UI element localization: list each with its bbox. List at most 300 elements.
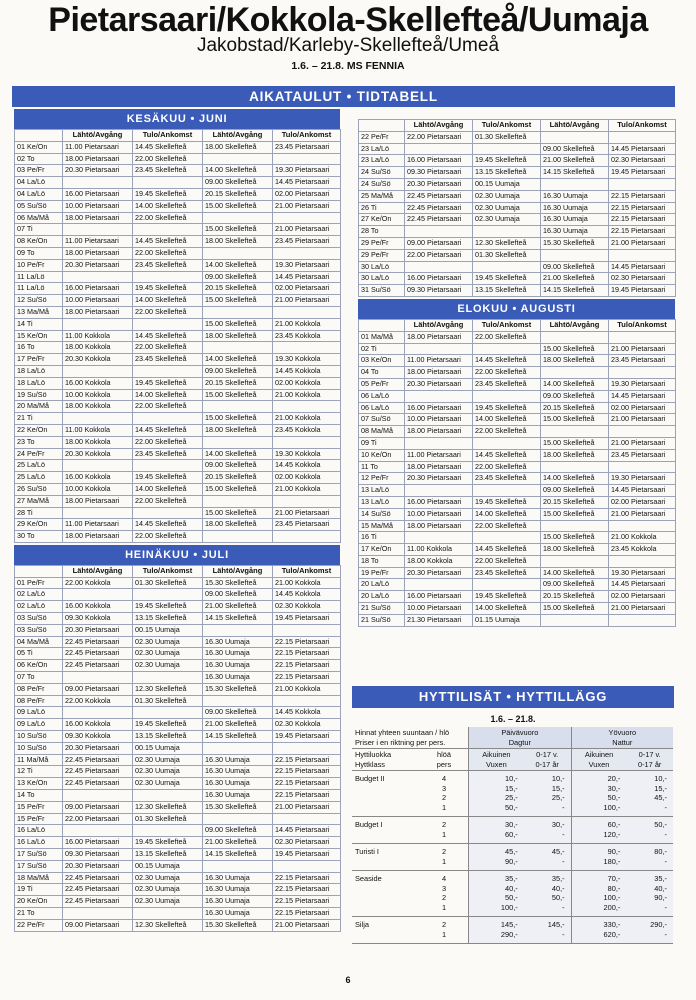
cabin-class: Budget I [355,820,383,829]
departure-1: 09.00 Pietarsaari [63,683,133,695]
departure-1: 09.00 Pietarsaari [405,237,473,249]
arrival-2: 22.15 Pietarsaari [273,636,341,648]
column-header: Tulo/Ankomst [609,120,676,132]
night-child-line2: 0-17 år [637,759,662,769]
departure-1: 22.45 Pietarsaari [63,872,133,884]
arrival-1 [473,437,541,449]
row-day: 10 Ke/On [359,449,405,461]
price-pers [420,844,469,871]
departure-2 [203,306,273,318]
departure-1: 22.00 Pietarsaari [405,131,473,143]
departure-2 [541,367,609,379]
june-table [14,129,341,543]
column-header: Lähtö/Avgång [203,130,273,142]
arrival-2: 22.15 Pietarsaari [273,884,341,896]
row-day: 18 La/Lö [15,377,63,389]
arrival-1: 14.45 Skellefteå [473,449,541,461]
row-day: 17 Su/Sö [15,860,63,872]
arrival-2: 21.00 Pietarsaari [273,801,341,813]
table-row [15,224,341,236]
departure-2: 14.15 Skellefteå [203,849,273,861]
departure-2: 09.00 Skellefteå [203,177,273,189]
arrival-1: 19.45 Skellefteå [133,601,203,613]
arrival-2: 19.30 Kokkola [273,448,341,460]
departure-2 [541,331,609,343]
column-header: Tulo/Ankomst [473,319,541,331]
arrival-1: 22.00 Skellefteå [133,342,203,354]
table-row [15,825,341,837]
departure-1: 18.00 Pietarsaari [405,426,473,438]
route-subtitle: Jakobstad/Karleby-Skellefteå/Umeå [196,35,500,56]
column-header: Lähtö/Avgång [541,120,609,132]
table-row [15,330,341,342]
header-blank [15,130,63,142]
arrival-1 [473,226,541,238]
arrival-2 [273,860,341,872]
arrival-1: 23.45 Skellefteå [133,259,203,271]
day-child-header [524,749,571,771]
arrival-1: 00.15 Uumaja [133,742,203,754]
price-day-adult [469,844,524,871]
arrival-1: 01.30 Skellefteå [133,813,203,825]
table-row [15,695,341,707]
row-day: 11 La/Lö [15,271,63,283]
row-day: 30 La/Lö [359,261,405,273]
price-value: 120,- [603,829,621,839]
price-value: - [562,856,565,866]
arrival-1 [473,261,541,273]
route-period: 1.6. – 21.8. MS FENNIA [291,60,405,72]
price-value: 30,- [551,820,565,829]
price-value: 15,- [654,783,667,793]
departure-1 [405,532,473,544]
departure-1: 18.00 Pietarsaari [63,495,133,507]
row-day: 19 Pe/Fr [359,567,405,579]
price-value: 50,- [504,802,518,812]
departure-2: 16.30 Uumaja [541,190,609,202]
arrival-2: 14.45 Pietarsaari [609,579,676,591]
departure-2 [203,401,273,413]
price-value: 40,- [654,883,667,893]
price-value: - [664,902,667,912]
row-day: 05 Ti [15,648,63,660]
departure-1: 16.00 Pietarsaari [63,283,133,295]
row-day: 19 Ti [15,884,63,896]
table-row [15,188,341,200]
departure-2: 14.00 Skellefteå [203,165,273,177]
night-child-line1: 0-17 v. [638,750,661,759]
arrival-2: 23.45 Pietarsaari [609,449,676,461]
table-row [359,131,676,143]
arrival-1: 14.45 Skellefteå [473,544,541,556]
arrival-1 [473,390,541,402]
arrival-1: 14.45 Skellefteå [133,141,203,153]
table-row [359,473,676,485]
row-day: 01 Pe/Fr [15,577,63,589]
departure-1: 20.30 Pietarsaari [405,378,473,390]
departure-2 [203,495,273,507]
departure-1: 21.30 Pietarsaari [405,614,473,626]
departure-2 [541,461,609,473]
price-value: - [562,829,565,839]
arrival-1: 22.00 Skellefteå [473,331,541,343]
table-row [359,414,676,426]
departure-1: 10.00 Pietarsaari [405,414,473,426]
class-header [352,749,420,771]
arrival-1: 22.00 Skellefteå [133,247,203,259]
departure-1 [405,261,473,273]
column-header: Lähtö/Avgång [63,130,133,142]
arrival-1: 19.45 Skellefteå [473,591,541,603]
arrival-2: 22.15 Pietarsaari [609,214,676,226]
table-row [15,507,341,519]
table-row [15,648,341,660]
table-row [359,532,676,544]
arrival-2: 21.00 Pietarsaari [273,200,341,212]
june-title: KESÄKUU • JUNI [14,109,340,129]
price-value: 50,- [551,893,565,902]
price-value: 2 [441,893,447,902]
arrival-1: 19.45 Skellefteå [133,719,203,731]
table-row [359,285,676,297]
departure-2: 09.00 Skellefteå [203,707,273,719]
departure-1: 16.00 Kokkola [63,377,133,389]
arrival-2: 02.00 Pietarsaari [273,188,341,200]
price-group [352,917,673,944]
departure-1: 11.00 Kokkola [63,330,133,342]
row-day: 04 To [359,367,405,379]
table-row [359,214,676,226]
arrival-2: 19.45 Pietarsaari [273,731,341,743]
arrival-2: 02.30 Kokkola [273,719,341,731]
row-day: 08 Ma/Må [359,426,405,438]
departure-1: 22.45 Pietarsaari [405,202,473,214]
table-row [359,614,676,626]
arrival-2: 19.30 Pietarsaari [273,165,341,177]
row-day: 01 Ma/Må [359,331,405,343]
departure-1: 10.00 Pietarsaari [405,603,473,615]
table-row [15,212,341,224]
departure-1 [63,825,133,837]
departure-1: 11.00 Pietarsaari [405,355,473,367]
table-row [15,141,341,153]
arrival-1: 14.00 Skellefteå [473,508,541,520]
arrival-1: 01.30 Skellefteå [473,131,541,143]
price-value: 15,- [551,783,565,793]
arrival-2: 21.00 Kokkola [609,532,676,544]
row-day: 03 Su/Sö [15,624,63,636]
row-day: 29 Pe/Fr [359,249,405,261]
departure-2 [541,614,609,626]
row-day: 06 La/Lö [359,390,405,402]
departure-2 [541,249,609,261]
departure-2: 09.00 Skellefteå [203,365,273,377]
departure-1: 20.30 Pietarsaari [63,860,133,872]
departure-2: 15.00 Skellefteå [541,414,609,426]
row-day: 15 Pe/Fr [15,813,63,825]
departure-1: 20.30 Pietarsaari [405,567,473,579]
day-child-line2: 0-17 år [535,759,559,769]
departure-1 [63,318,133,330]
july-table-part1 [14,565,341,932]
price-value: - [664,856,667,866]
departure-1: 18.00 Pietarsaari [63,531,133,543]
arrival-2: 02.30 Kokkola [273,601,341,613]
price-group [352,844,673,871]
arrival-2: 02.00 Kokkola [273,377,341,389]
departure-1: 22.45 Pietarsaari [63,896,133,908]
price-value: 60,- [607,820,621,829]
right-column [358,119,675,627]
row-day: 18 Ma/Må [15,872,63,884]
price-value: - [664,929,667,939]
row-day: 20 La/Lö [359,579,405,591]
table-row [359,343,676,355]
departure-2: 14.15 Skellefteå [541,167,609,179]
price-value: 290,- [650,920,667,929]
arrival-1: 02.30 Uumaja [133,778,203,790]
table-row [359,485,676,497]
row-day: 05 Pe/Fr [359,378,405,390]
table-row [15,577,341,589]
arrival-1: 22.00 Skellefteå [473,461,541,473]
arrival-1: 14.00 Skellefteå [133,295,203,307]
arrival-2 [609,131,676,143]
departure-2: 21.00 Skellefteå [203,601,273,613]
arrival-1: 19.45 Skellefteå [133,837,203,849]
departure-1 [405,226,473,238]
arrival-2: 22.15 Pietarsaari [609,202,676,214]
departure-1 [63,672,133,684]
departure-1: 11.00 Pietarsaari [63,519,133,531]
row-day: 30 La/Lö [359,273,405,285]
price-pers [420,871,469,917]
arrival-1 [473,343,541,355]
price-value: 1 [441,802,447,812]
arrival-1: 12.30 Skellefteå [473,237,541,249]
arrival-2 [609,331,676,343]
price-night-child [626,817,673,844]
departure-2: 16.30 Uumaja [203,648,273,660]
table-row [15,908,341,920]
price-day-child [524,871,571,917]
departure-2: 09.00 Skellefteå [541,579,609,591]
departure-1: 11.00 Kokkola [405,544,473,556]
table-row [15,472,341,484]
header-blank [359,319,405,331]
row-day: 23 La/Lö [359,155,405,167]
price-value: 330,- [603,920,621,929]
arrival-1: 14.45 Skellefteå [133,330,203,342]
departure-2: 20.15 Skellefteå [203,188,273,200]
price-night-adult [571,917,626,944]
row-day: 03 Ke/On [359,355,405,367]
table-row [15,177,341,189]
row-day: 01 Ke/On [15,141,63,153]
pers-header [420,749,469,771]
row-day: 03 Pe/Fr [15,165,63,177]
departure-2: 15.00 Skellefteå [203,200,273,212]
departure-1 [405,485,473,497]
arrival-2: 19.45 Pietarsaari [609,285,676,297]
arrival-1 [133,365,203,377]
price-day-adult [469,771,524,817]
row-day: 05 Su/Sö [15,200,63,212]
row-day: 11 La/Lö [15,283,63,295]
pers-header-line2: pers [436,759,452,769]
arrival-1 [473,532,541,544]
price-group [352,771,673,817]
table-row [359,190,676,202]
arrival-1: 19.45 Skellefteå [473,273,541,285]
arrival-2: 19.30 Pietarsaari [273,259,341,271]
row-day: 17 Su/Sö [15,849,63,861]
table-row [15,731,341,743]
departure-1 [63,460,133,472]
page-header [10,0,686,74]
departure-1: 22.00 Pietarsaari [405,249,473,261]
row-day: 04 Ma/Må [15,636,63,648]
column-header: Tulo/Ankomst [273,130,341,142]
departure-2: 09.00 Skellefteå [203,460,273,472]
row-day: 29 Pe/Fr [359,237,405,249]
departure-1: 16.00 Pietarsaari [63,188,133,200]
departure-2: 18.00 Skellefteå [203,141,273,153]
price-night-adult [571,817,626,844]
arrival-1: 01.30 Skellefteå [133,577,203,589]
row-day: 14 To [15,790,63,802]
departure-1 [405,437,473,449]
table-row [359,402,676,414]
table-row [15,271,341,283]
cabin-class: Seaside [355,874,382,883]
departure-1: 09.30 Kokkola [63,613,133,625]
arrival-1 [473,485,541,497]
row-day: 22 Pe/Fr [359,131,405,143]
table-row [15,719,341,731]
departure-1: 16.00 Pietarsaari [63,837,133,849]
day-adult-header [469,749,524,771]
row-day: 23 To [15,436,63,448]
arrival-2: 14.45 Kokkola [273,707,341,719]
departure-2: 15.30 Skellefteå [203,801,273,813]
arrival-1: 22.00 Skellefteå [133,212,203,224]
departure-2 [203,247,273,259]
price-day-adult [469,871,524,917]
row-day: 26 Ti [359,202,405,214]
departure-1: 10.00 Pietarsaari [405,508,473,520]
arrival-2: 19.30 Pietarsaari [609,567,676,579]
departure-2 [203,436,273,448]
arrival-1: 19.45 Skellefteå [133,472,203,484]
arrival-2: 21.00 Kokkola [273,683,341,695]
departure-1 [63,790,133,802]
arrival-2 [273,401,341,413]
arrival-1 [133,707,203,719]
august-table [358,319,676,627]
arrival-2: 23.45 Pietarsaari [273,141,341,153]
departure-2: 14.00 Skellefteå [541,378,609,390]
departure-1: 09.30 Pietarsaari [405,285,473,297]
departure-2: 18.00 Skellefteå [541,449,609,461]
departure-2: 15.00 Skellefteå [203,318,273,330]
arrival-2: 21.00 Pietarsaari [273,919,341,931]
class-header-line1: Hyttiluokka [355,750,392,759]
table-row [359,461,676,473]
table-row [15,849,341,861]
table-row [15,283,341,295]
table-row [359,544,676,556]
column-header: Lähtö/Avgång [405,120,473,132]
table-row [15,601,341,613]
arrival-1: 14.45 Skellefteå [133,424,203,436]
price-night-child [626,844,673,871]
departure-2: 21.00 Skellefteå [541,273,609,285]
row-day: 02 To [15,153,63,165]
table-row [15,778,341,790]
arrival-1: 00.15 Uumaja [133,624,203,636]
departure-1: 18.00 Pietarsaari [405,461,473,473]
arrival-1 [133,589,203,601]
departure-2: 15.00 Skellefteå [203,413,273,425]
departure-2: 18.00 Skellefteå [541,355,609,367]
price-value: 90,- [504,856,518,866]
arrival-1 [133,507,203,519]
departure-1: 22.45 Pietarsaari [405,214,473,226]
column-header: Lähtö/Avgång [203,565,273,577]
column-header: Tulo/Ankomst [473,120,541,132]
row-day: 12 Pe/Fr [359,473,405,485]
arrival-1: 12.30 Skellefteå [133,683,203,695]
arrival-2: 22.15 Pietarsaari [273,754,341,766]
arrival-2: 22.15 Pietarsaari [273,766,341,778]
arrival-2: 14.45 Pietarsaari [609,143,676,155]
departure-2: 15.00 Skellefteå [203,507,273,519]
arrival-2: 21.00 Pietarsaari [273,295,341,307]
departure-1: 10.00 Kokkola [63,483,133,495]
table-row [15,742,341,754]
july-title: HEINÄKUU • JULI [14,545,340,565]
departure-2: 14.00 Skellefteå [203,354,273,366]
table-row [15,436,341,448]
departure-1: 22.45 Pietarsaari [63,648,133,660]
price-day-child [524,917,571,944]
departure-1: 18.00 Pietarsaari [63,212,133,224]
arrival-1 [133,271,203,283]
arrival-2: 02.00 Kokkola [273,472,341,484]
table-row [15,531,341,543]
arrival-2 [609,426,676,438]
row-day: 07 Su/Sö [359,414,405,426]
arrival-1: 12.30 Skellefteå [133,801,203,813]
departure-1: 16.00 Pietarsaari [405,496,473,508]
table-row [15,365,341,377]
arrival-1: 13.15 Skellefteå [473,167,541,179]
arrival-2 [609,520,676,532]
night-adult-header [571,749,626,771]
row-day: 19 Su/Sö [15,389,63,401]
price-value: - [664,802,667,812]
price-value: 620,- [603,929,621,939]
departure-1: 18.00 Pietarsaari [405,331,473,343]
departure-1: 11.00 Pietarsaari [63,236,133,248]
departure-1 [63,589,133,601]
table-row [359,273,676,285]
arrival-2: 21.00 Kokkola [273,483,341,495]
arrival-2: 22.15 Pietarsaari [273,908,341,920]
departure-2: 21.00 Skellefteå [541,155,609,167]
departure-2: 15.30 Skellefteå [203,919,273,931]
